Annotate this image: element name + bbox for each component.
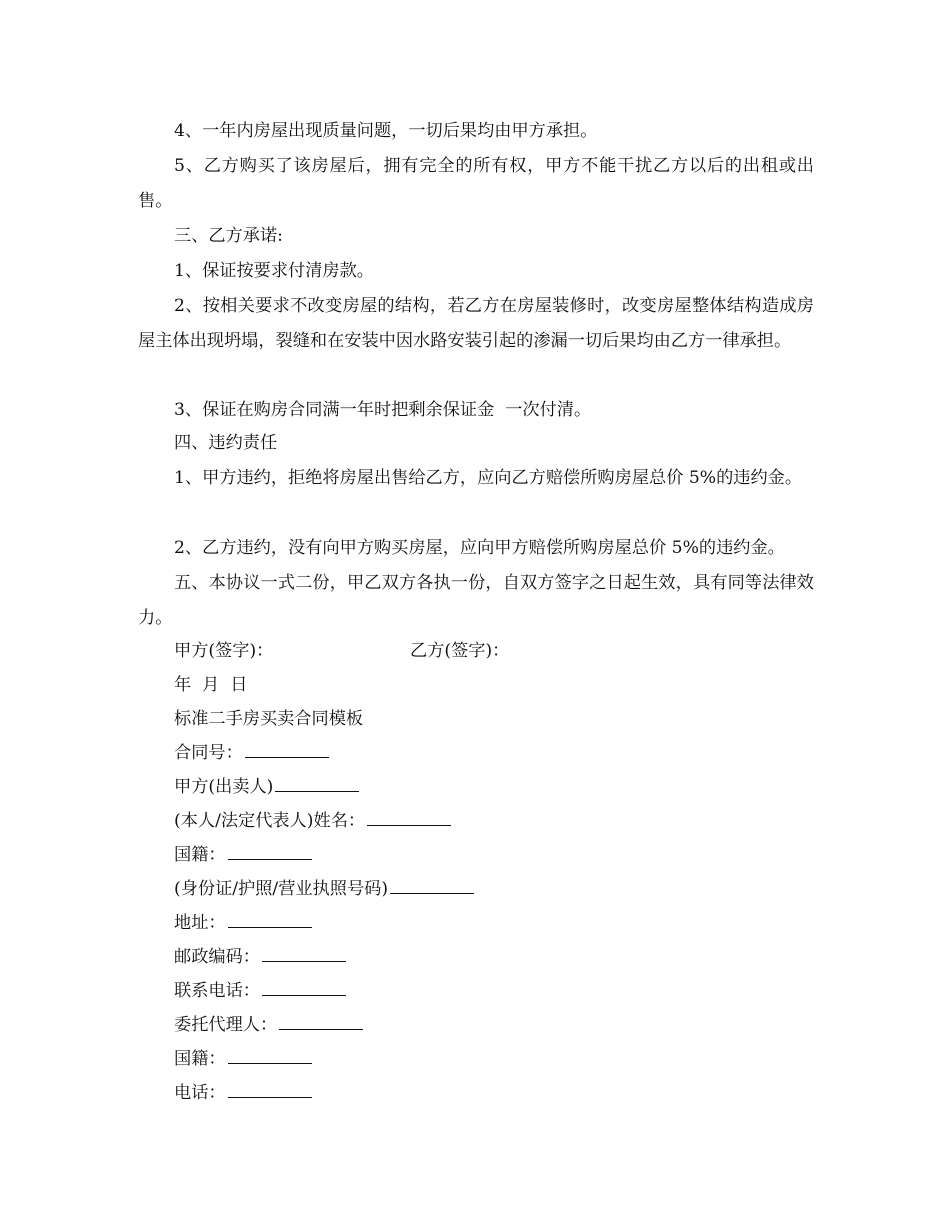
agent-blank: [279, 1028, 363, 1030]
agent-nationality-blank: [228, 1062, 312, 1064]
section-5-text: 五、本协议一式二份，甲乙双方各执一份，自双方签字之日起生效，具有同等法律效力。: [138, 573, 814, 628]
address-field: [174, 906, 312, 941]
agent-phone-blank: [228, 1096, 312, 1098]
signature-date: 年 月 日: [174, 675, 248, 695]
nationality-field: [174, 838, 312, 873]
section-3-item-3: 3、保证在购房合同满一年时把剩余保证金 一次付清。: [174, 400, 592, 420]
postcode-blank: [262, 960, 346, 962]
section-4-item-2: 2、乙方违约，没有向甲方购买房屋，应向甲方赔偿所购房屋总价 5%的违约金。: [174, 538, 785, 558]
clause-5: 5、乙方购买了该房屋后，拥有完全的所有权，甲方不能干扰乙方以后的出租或出售。: [138, 156, 814, 211]
id-number-label: (身份证/护照/营业执照号码): [174, 879, 389, 899]
nationality-blank: [228, 858, 312, 860]
section-4-heading: 四、违约责任: [174, 433, 278, 453]
section-4-item-1: 1、甲方违约，拒绝将房屋出售给乙方，应向乙方赔偿所购房屋总价 5%的违约金。: [174, 468, 803, 488]
phone-blank: [262, 994, 346, 996]
name-label: (本人/法定代表人)姓名：: [174, 811, 366, 831]
name-field: [174, 804, 451, 839]
address-blank: [228, 926, 312, 928]
phone-field: [174, 974, 346, 1009]
name-blank: [367, 824, 451, 826]
template-title: 标准二手房买卖合同模板: [174, 709, 364, 729]
seller-label: 甲方(出卖人): [174, 777, 274, 797]
party-a-signature-label: 甲方(签字)：: [174, 641, 274, 661]
agent-nationality-field: [174, 1042, 312, 1077]
section-3-item-2: 2、按相关要求不改变房屋的结构，若乙方在房屋装修时，改变房屋整体结构造成房屋主体出现坍塌，裂缝和在安装中因水路安装引起的渗漏一切后果均由乙方一律承担。: [138, 296, 814, 351]
seller-blank: [275, 790, 359, 792]
address-label: 地址：: [174, 913, 226, 933]
id-number-field: [174, 872, 474, 907]
section-3-item-1: 1、保证按要求付清房款。: [174, 261, 374, 281]
agent-label: 委托代理人：: [174, 1015, 278, 1035]
seller-field: [174, 770, 359, 805]
postcode-label: 邮政编码：: [174, 947, 260, 967]
id-number-blank: [390, 892, 474, 894]
nationality-label: 国籍：: [174, 845, 226, 865]
phone-label: 联系电话：: [174, 981, 260, 1001]
party-b-signature-label: 乙方(签字)：: [410, 641, 510, 661]
agent-phone-field: [174, 1076, 312, 1111]
contract-number-blank: [245, 756, 329, 758]
section-3-heading: 三、乙方承诺:: [174, 226, 283, 246]
contract-number-label: 合同号：: [174, 743, 243, 763]
agent-nationality-label: 国籍：: [174, 1049, 226, 1069]
postcode-field: [174, 940, 346, 975]
clause-4: 4、一年内房屋出现质量问题，一切后果均由甲方承担。: [174, 121, 598, 141]
agent-field: [174, 1008, 363, 1043]
agent-phone-label: 电话：: [174, 1083, 226, 1103]
contract-number-field: [174, 736, 329, 771]
